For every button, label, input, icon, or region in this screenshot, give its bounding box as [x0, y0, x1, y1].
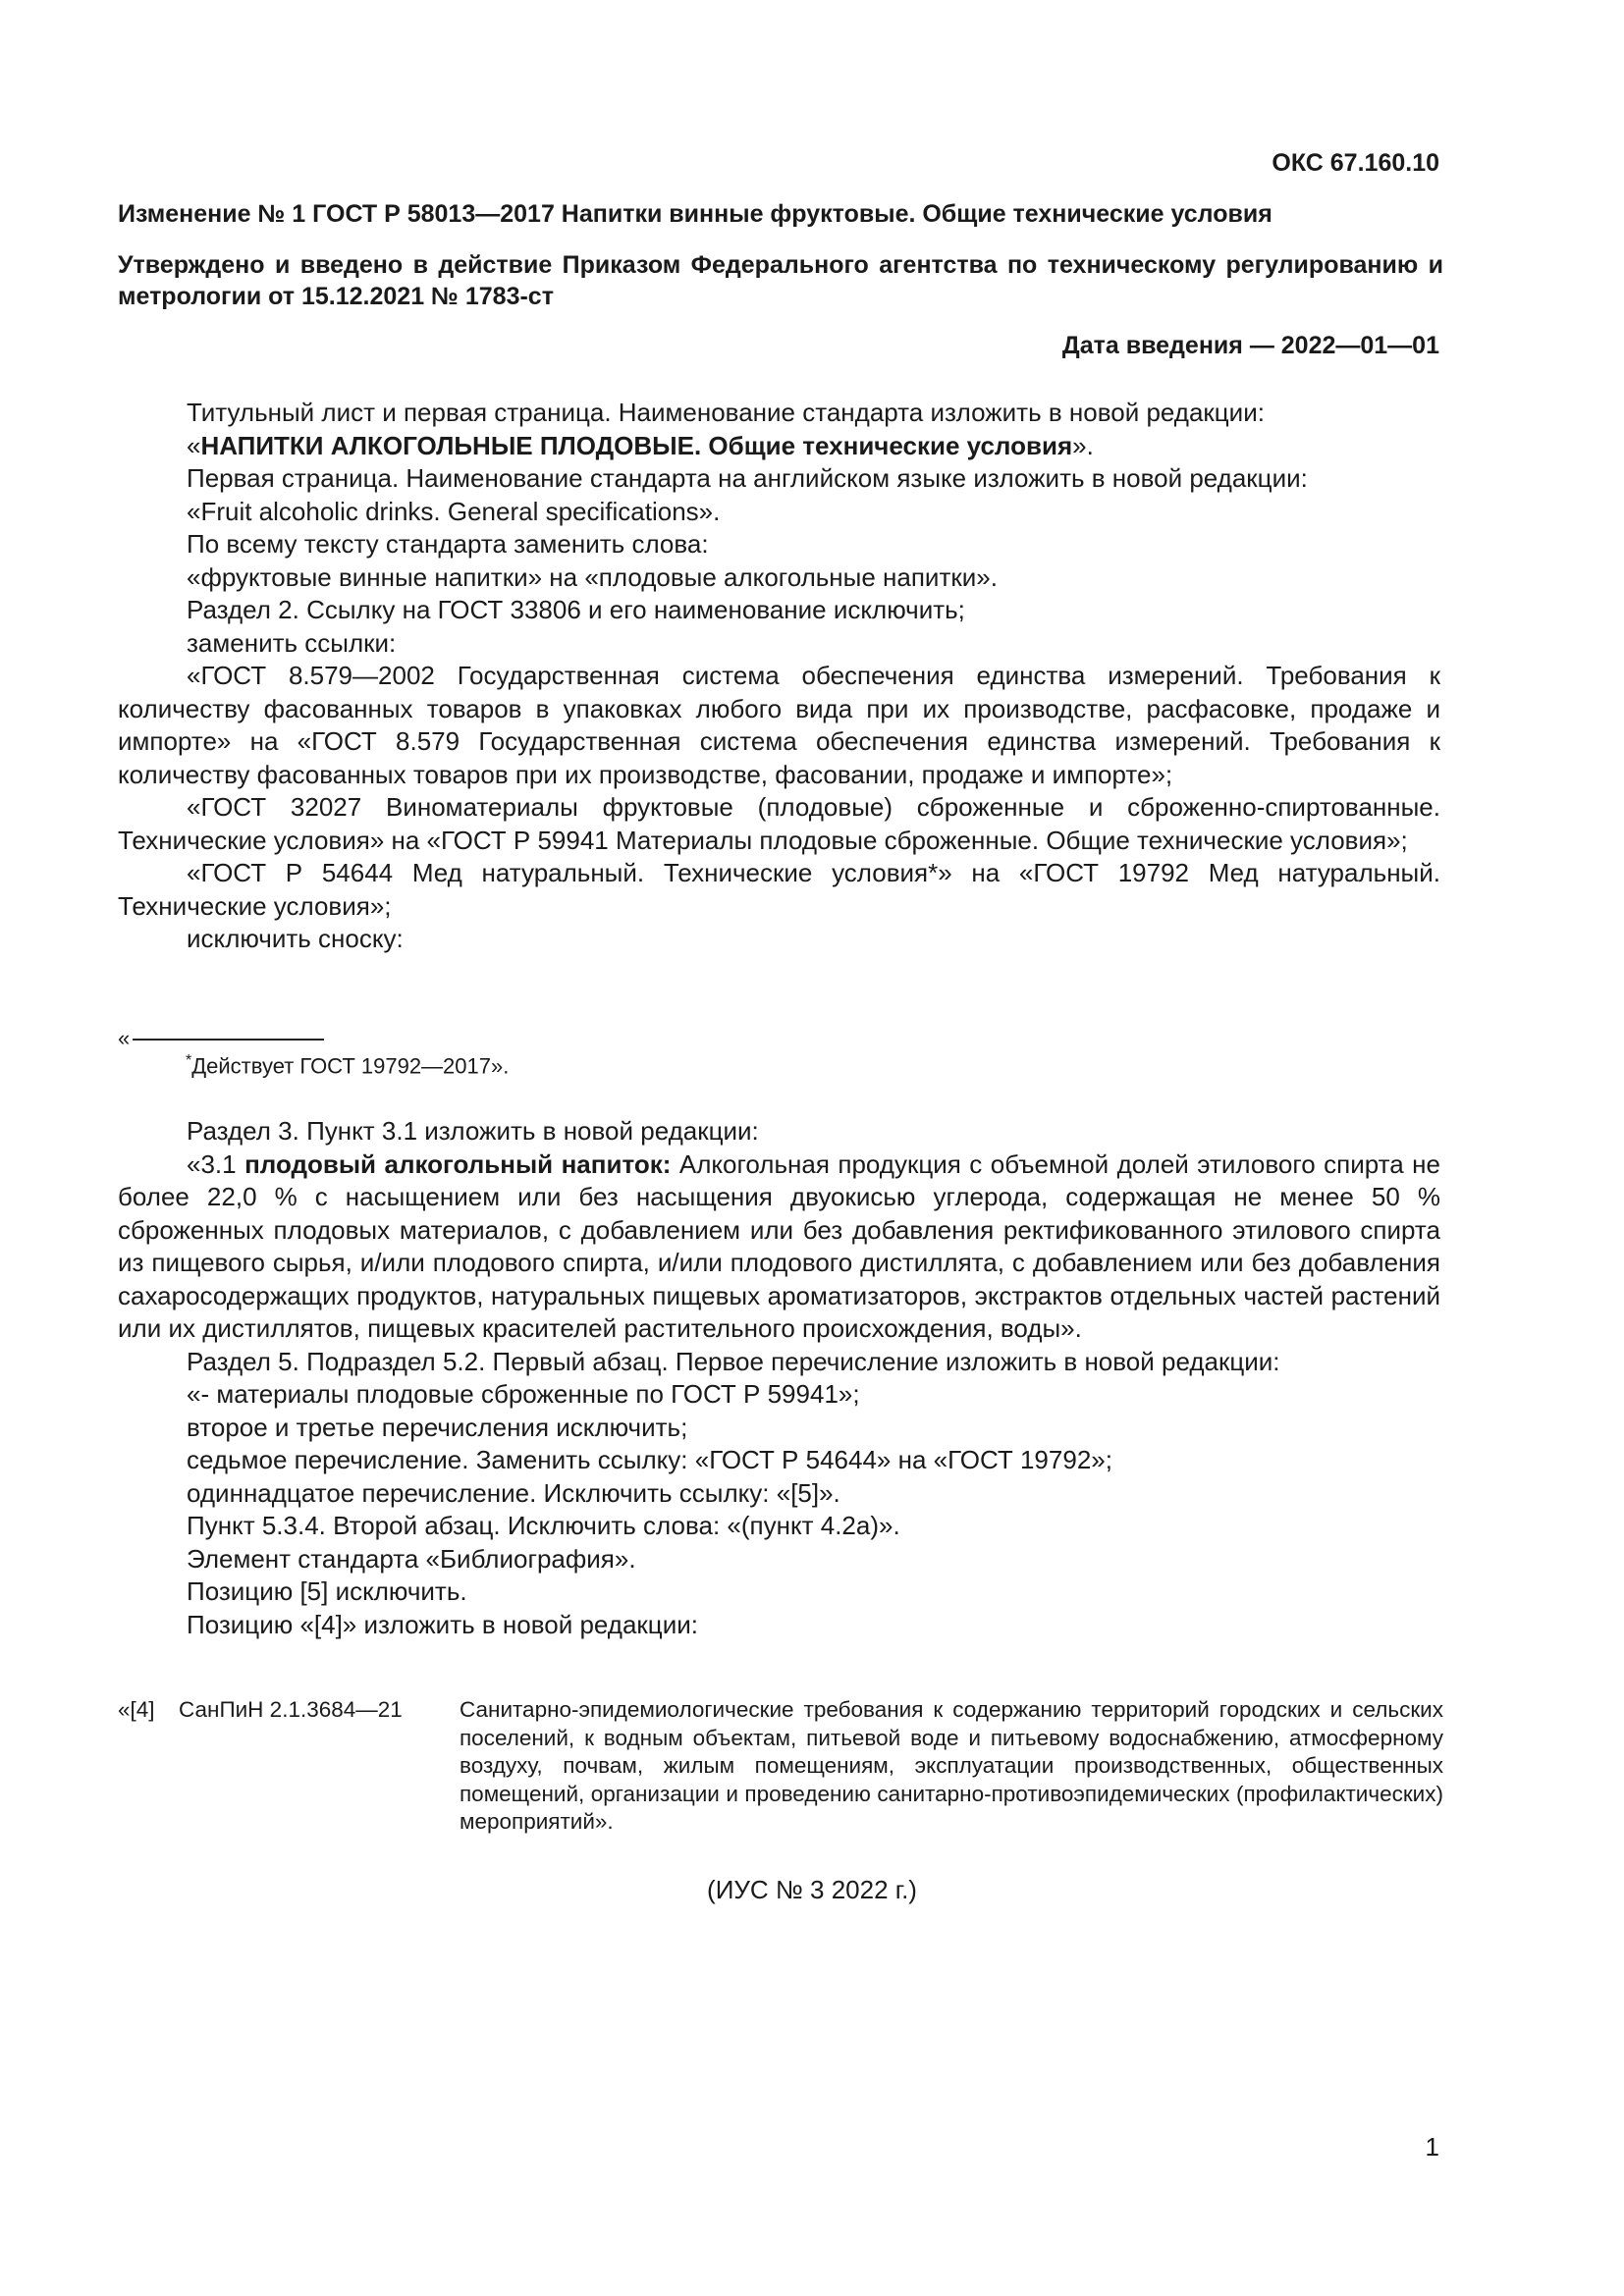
approval-statement: Утверждено и введено в действие Приказом Федерального агентства по техническому регулированию и метрологии от 15.12.2021 № 1783-ст [118, 251, 1443, 310]
paragraph: Позицию «[4]» изложить в новой редакции: [187, 1609, 698, 1639]
oks-code: ОКС 67.160.10 [1272, 149, 1439, 177]
paragraph: второе и третье перечисления исключить; [187, 1412, 688, 1442]
amendment-title: Изменение № 1 ГОСТ Р 58013—2017 Напитки винные фруктовые. Общие технические условия [118, 200, 1272, 228]
paragraph: одиннадцатое перечисление. Исключить ссылку: «[5]». [187, 1477, 840, 1508]
paragraph-definition: «3.1 плодовый алкогольный напиток: Алкогольная продукция с объемной долей этилового спирта не более 22,0 % с насыщением или без насыщения двуокисью углерода, содержащая не менее 50 % сброженных плодовых материалов, с добавлением или без добавления ректификованного этилового спирта из пищевого сырья, и/или плодового спирта, и/или плодового дистиллята, с добавлением или без добавления сахаросодержащих продуктов, натуральных пищевых ароматизаторов, экстрактов отдельных частей растений или их дистиллятов, пищевых красителей растительного происхождения, воды». [118, 1148, 1440, 1343]
bibliography-description: Санитарно-эпидемиологические требования к содержанию территорий городских и сельских поселений, к водным объектам, питьевой воде и питьевому водоснабжению, атмосферному воздуху, почвам, жилым помещениям, эксплуатации производственных, общественных помещений, организации и проведению санитарно-противоэпидемических (профилактических) мероприятий». [460, 1697, 1443, 1834]
effective-date: Дата введения — 2022—01—01 [1061, 332, 1439, 359]
paragraph: Раздел 2. Ссылку на ГОСТ 33806 и его наименование исключить; [187, 595, 965, 624]
paragraph: «- материалы плодовые сброженные по ГОСТ Р 59941»; [187, 1379, 860, 1409]
ius-reference: (ИУС № 3 2022 г.) [707, 1875, 917, 1904]
paragraph: исключить сноску: [187, 924, 404, 953]
paragraph: Первая страница. Наименование стандарта на английском языке изложить в новой редакции: [187, 463, 1308, 493]
paragraph: Раздел 3. Пункт 3.1 изложить в новой редакции: [187, 1116, 759, 1146]
footnote-mark: * [186, 1052, 192, 1069]
footnote-open-quote: « [118, 1026, 131, 1050]
amendment-text-part-1 [118, 397, 1440, 956]
paragraph: «ГОСТ 8.579—2002 Государственная система обеспечения единства измерений. Требования к количеству фасованных товаров в упаковках любого вида при их производстве, расфасовке, продаже и импорте» на «ГОСТ 8.579 Государственная система обеспечения единства измерений. Требования к количеству фасованных товаров при их производстве, фасовании, продаже и импорте»; [118, 661, 1440, 789]
paragraph: Элемент стандарта «Библиография». [187, 1543, 636, 1574]
paragraph: Позицию [5] исключить. [187, 1576, 467, 1606]
paragraph: «Fruit alcoholic drinks. General specifications». [187, 496, 721, 526]
paragraph: «ГОСТ Р 54644 Мед натуральный. Технические условия*» на «ГОСТ 19792 Мед натуральный. Технические условия»; [118, 858, 1440, 921]
footnote-separator [118, 1026, 324, 1051]
footnote-text: *Действует ГОСТ 19792—2017». [186, 1052, 510, 1079]
bibliography-number: «[4] [118, 1697, 155, 1722]
paragraph: «фруктовые винные напитки» на «плодовые алкогольные напитки». [187, 561, 998, 592]
paragraph: Титульный лист и первая страница. Наименование стандарта изложить в новой редакции: [187, 398, 1265, 427]
paragraph: «ГОСТ 32027 Виноматериалы фруктовые (плодовые) сброженные и сброженно-спиртованные. Технические условия» на «ГОСТ Р 59941 Материалы плодовые сброженные. Общие технические условия»; [118, 792, 1440, 855]
page-number: 1 [1425, 2132, 1439, 2162]
amendment-text-part-2 [118, 1115, 1440, 1641]
paragraph: Раздел 5. Подраздел 5.2. Первый абзац. Первое перечисление изложить в новой редакции: [187, 1346, 1280, 1376]
paragraph: Пункт 5.3.4. Второй абзац. Исключить слова: «(пункт 4.2а)». [187, 1511, 900, 1540]
bibliography-code: СанПиН 2.1.3684—21 [179, 1697, 403, 1722]
paragraph: седьмое перечисление. Заменить ссылку: «ГОСТ Р 54644» на «ГОСТ 19792»; [187, 1445, 1112, 1474]
footnote-rule [133, 1039, 324, 1041]
paragraph: По всему тексту стандарта заменить слова: [187, 529, 709, 559]
paragraph: заменить ссылки: [187, 627, 397, 658]
paragraph-new-title: «НАПИТКИ АЛКОГОЛЬНЫЕ ПЛОДОВЫЕ. Общие технические условия». [187, 430, 1094, 460]
